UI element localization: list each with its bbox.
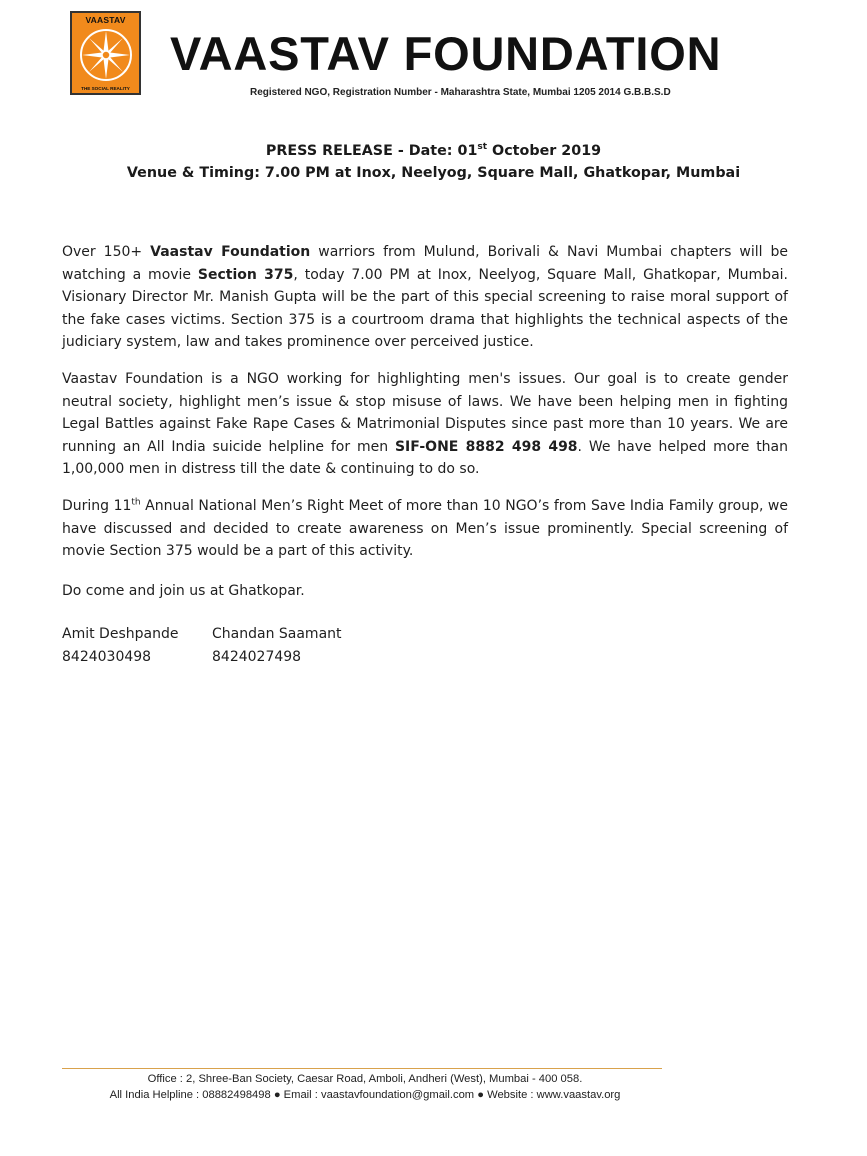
organization-title: VAASTAV FOUNDATION <box>170 27 722 80</box>
closing-line: Do come and join us at Ghatkopar. <box>62 583 305 599</box>
logo-tagline: THE SOCIAL REALITY <box>81 86 130 91</box>
logo-top-text: VAASTAV <box>85 15 126 25</box>
press-release-date <box>0 141 867 161</box>
p3-text-2: Annual National Men’s Right Meet of more than 10 NGO’s from Save India Family group, we have discussed and decided to create awareness on Men’s issue prominently. Special screening of movie Section 375 would be a part of this activity. <box>62 498 788 560</box>
contact-phone-2: 8424027498 <box>212 649 302 665</box>
date-superscript: st <box>477 142 488 153</box>
foundation-logo <box>70 11 141 95</box>
p1-text-3: , today 7.00 PM at Inox, Neelyog, Square Mall, Ghatkopar, Mumbai. Visionary Director Mr. Manish Gupta will be the part of this special screening to raise moral support of the fake cases victims. Section 375 is a courtroom drama that highlights the technical aspects of the judiciary system, law and takes prominence over perceived justice. <box>62 266 788 351</box>
contact-name-2: Chandan Saamant <box>212 626 342 642</box>
venue-timing: Venue & Timing: 7.00 PM at Inox, Neelyog, Square Mall, Ghatkopar, Mumbai <box>126 165 741 181</box>
star-emblem-icon <box>79 28 133 82</box>
date-suffix: October 2019 <box>487 143 602 159</box>
paragraph-meet <box>62 495 788 563</box>
date-prefix: PRESS RELEASE - Date: 01 <box>265 143 478 159</box>
paragraph-event <box>62 241 788 354</box>
footer-contact-info: All India Helpline : 08882498498 ● Email : vaastavfoundation@gmail.com ● Website : www.vaastav.org <box>109 1089 621 1101</box>
footer-divider <box>62 1068 662 1069</box>
p1-bold-movie: Section 375 <box>197 266 294 283</box>
p3-superscript: th <box>131 497 141 508</box>
contact-name-1: Amit Deshpande <box>62 626 179 642</box>
p2-text-2: . We have helped more than 1,00,000 men in distress till the date & continuing to do so. <box>62 438 789 478</box>
p1-bold-foundation: Vaastav Foundation <box>150 244 311 260</box>
paragraph-about <box>62 368 788 481</box>
p2-bold-helpline: SIF-ONE 8882 498 498 <box>394 438 578 455</box>
p3-text-1: During 11 <box>62 498 132 514</box>
p2-text-1: Vaastav Foundation is a NGO working for highlighting men's issues. Our goal is to create gender neutral society, highlight men’s issue & stop misuse of laws. We have been helping men in fighting Legal Battles against Fake Rape Cases & Matrimonial Disputes since past more than 10 years. We are running an All India suicide helpline for men <box>62 371 788 455</box>
registration-line: Registered NGO, Registration Number - Maharashtra State, Mumbai 1205 2014 G.B.B.S.D <box>250 87 671 98</box>
p1-text-1: Over 150+ <box>62 244 151 260</box>
contact-phone-1: 8424030498 <box>62 649 152 665</box>
p1-text-2: warriors from Mulund, Borivali & Navi Mumbai chapters will be watching a movie <box>62 244 789 283</box>
footer-office-address: Office : 2, Shree-Ban Society, Caesar Road, Amboli, Andheri (West), Mumbai - 400 058. <box>147 1073 583 1085</box>
